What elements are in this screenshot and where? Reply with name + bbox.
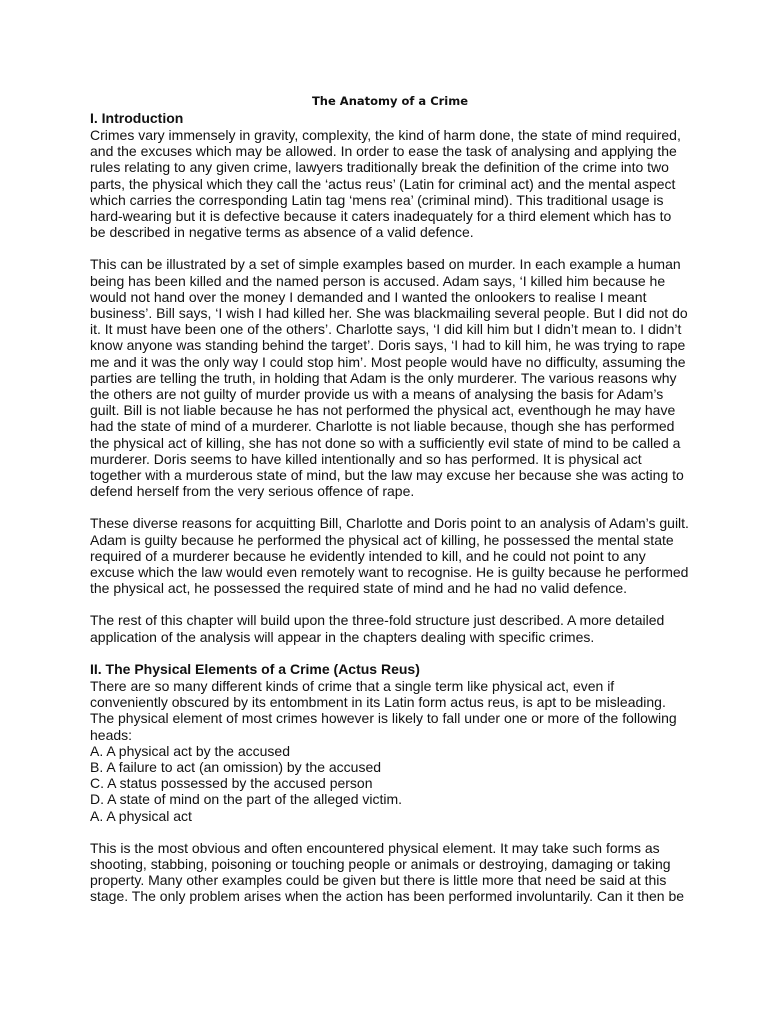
list-item: C. A status possessed by the accused person xyxy=(90,775,373,792)
paragraph-spacer xyxy=(90,824,690,840)
list-item: A. A physical act xyxy=(90,807,192,824)
paragraph-physical-2: This is the most obvious and often encountered physical element. It may take such forms as shooting, stabbing, poisoning or touching people or animals or destroying, damaging or taking property. Many other examples could be given but there is little more that need be said at this stage. The only problem arises when the action has been performed involuntarily. Can it then be xyxy=(90,839,685,905)
paragraph-spacer xyxy=(90,499,690,515)
list-item: D. A state of mind on the part of the alleged victim. xyxy=(90,791,403,808)
paragraph-intro-1: Crimes vary immensely in gravity, complexity, the kind of harm done, the state of mind required, and the excuses which may be allowed. In order to ease the task of analysing and applying the rules relating to any given crime, lawyers traditionally break the definition of the crime into two parts, the physical which they call the ‘actus reus’ (Latin for criminal act) and the mental aspect which carries the corresponding Latin tag ‘mens rea’ (criminal mind). This traditional usage is hard-wearing but it is defective because it caters inadequately for a third element which has to be described in negative terms as absence of a valid defence. xyxy=(90,127,681,241)
paragraph-intro-2: This can be illustrated by a set of simple examples based on murder. In each example a human being has been killed and the named person is accused. Adam says, ‘I killed him because he would not hand over the money I demanded and I wanted the onlookers to realise I meant business’. Bill says, ‘I wish I had killed her. She was blackmailing several people. But I did not do it. It must have been one of the others’. Charlotte says, ‘I did kill him but I didn’t mean to. I didn’t know anyone was standing behind the target’. Doris says, ‘I had to kill him, he was trying to rape me and it was the only way I could stop him’. Most people would have no difficulty, assuming the parties are telling the truth, in holding that Adam is the only murderer. The various reasons why the others are not guilty of murder provide us with a means of analysing the basis for Adam’s guilt. Bill is not liable because he has not performed the physical act, eventhough he may have had the state of mind of a murderer. Charlotte is not liable because, though she has performed the physical act of killing, she has not done so with a sufficiently evil state of mind to be called a murderer. Doris seems to have killed intentionally and so has performed. It is physical act together with a murderous state of mind, but the law may excuse her because she was acting to defend herself from the very serious offence of rape. xyxy=(90,256,688,500)
list-item: B. A failure to act (an omission) by the accused xyxy=(90,758,382,775)
list-item: A. A physical act by the accused xyxy=(90,742,291,759)
paragraph-intro-4: The rest of this chapter will build upon the three-fold structure just described. A more detailed application of the analysis will appear in the chapters dealing with specific crimes. xyxy=(90,612,665,645)
document-title: The Anatomy of a Crime xyxy=(311,94,469,108)
paragraph-spacer xyxy=(90,596,690,612)
paragraph-physical-1: There are so many different kinds of crime that a single term like physical act, even if conveniently obscured by its entombment in its Latin form actus reus, is apt to be misleading. The physical element of most crimes however is likely to fall under one or more of the following heads: xyxy=(90,677,677,743)
paragraph-spacer xyxy=(90,240,690,256)
section-heading-introduction: I. Introduction xyxy=(90,110,184,126)
section-heading-physical-elements: II. The Physical Elements of a Crime (Actus Reus) xyxy=(90,660,420,677)
document-page xyxy=(90,92,690,905)
paragraph-spacer xyxy=(90,645,690,661)
paragraph-intro-3: These diverse reasons for acquitting Bill, Charlotte and Doris point to an analysis of Adam’s guilt. Adam is guilty because he performed the physical act of killing, he possessed the mental state required of a murderer because he evidently intended to kill, and he could not point to any excuse which the law would even remotely want to recognise. He is guilty because he performed the physical act, he possessed the required state of mind and he had no valid defence. xyxy=(90,515,689,597)
